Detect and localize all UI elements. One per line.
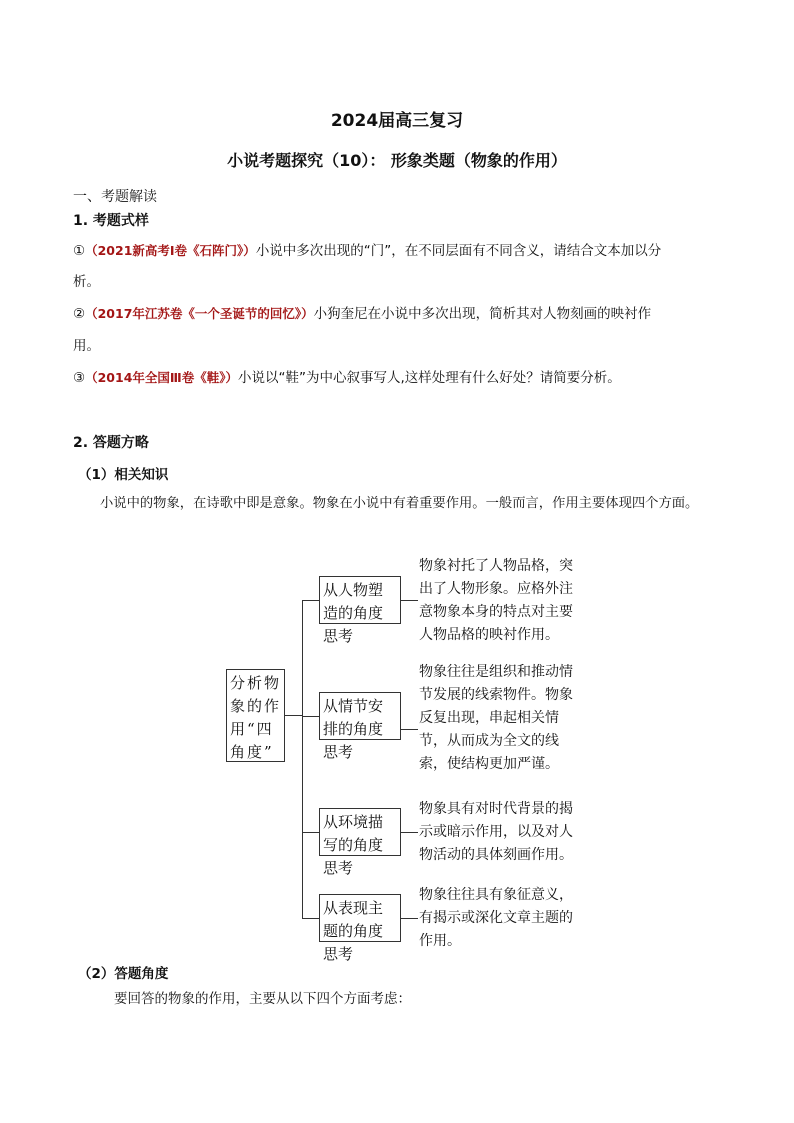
connector-line	[302, 918, 319, 919]
diagram-root-box: 分析物象的作用“四角度”	[226, 669, 285, 762]
question-1-continued: 析。	[73, 274, 100, 290]
connector-line	[401, 600, 418, 601]
diagram-desc-plot: 物象往往是组织和推动情节发展的线索物件。物象反复出现，串起相关情节，从而成为全文的线索，使结构更加严谨。	[419, 664, 573, 772]
connector-line	[401, 918, 418, 919]
doc-title: 2024届高三复习	[330, 111, 464, 131]
question-marker: ③	[73, 370, 86, 386]
question-source: （2017年江苏卷《一个圣诞节的回忆》）	[85, 306, 314, 321]
diagram-desc-setting: 物象具有对时代背景的揭示或暗示作用，以及对人物活动的具体刻画作用。	[419, 801, 573, 863]
question-text: 小狗奎尼在小说中多次出现，简析其对人物刻画的映衬作	[313, 306, 652, 322]
subheading-question-samples: 1. 考题式样	[73, 213, 149, 229]
diagram-desc-theme: 物象往往具有象征意义，有揭示或深化文章主题的作用。	[419, 887, 573, 949]
section-heading: 一、考题解读	[73, 189, 157, 205]
question-3	[73, 368, 621, 388]
diagram-branch-plot: 从情节安排的角度思考	[319, 692, 401, 740]
connector-line	[401, 832, 418, 833]
question-1	[73, 241, 661, 261]
question-marker: ①	[73, 243, 86, 259]
connector-line	[285, 715, 302, 716]
answer-intro: 要回答的物象的作用，主要从以下四个方面考虑：	[114, 991, 411, 1007]
connector-line	[401, 729, 418, 730]
question-source: （2014年全国Ⅲ卷《鞋》）	[85, 370, 238, 385]
subheading-answer-angles: （2）答题角度	[78, 966, 169, 982]
connector-line	[302, 832, 319, 833]
question-text: 小说中多次出现的“门”，在不同层面有不同含义，请结合文本加以分	[255, 243, 662, 259]
subheading-strategy: 2. 答题方略	[73, 435, 149, 451]
diagram-desc-character: 物象衬托了人物品格，突出了人物形象。应格外注意物象本身的特点对主要人物品格的映衬作用。	[419, 558, 573, 643]
diagram-branch-theme: 从表现主题的角度思考	[319, 894, 401, 942]
question-2	[73, 304, 651, 324]
diagram-branch-setting: 从环境描写的角度思考	[319, 808, 401, 856]
connector-line	[302, 600, 319, 601]
question-2-continued: 用。	[73, 338, 100, 354]
question-source: （2021新高考Ⅰ卷《石阵门》）	[85, 243, 256, 258]
diagram-branch-character: 从人物塑造的角度思考	[319, 576, 401, 624]
knowledge-paragraph: 小说中的物象，在诗歌中即是意象。物象在小说中有着重要作用。一般而言，作用主要体现四个方面。	[100, 496, 699, 511]
question-text: 小说以“鞋”为中心叙事写人,这样处理有什么好处？请简要分析。	[237, 370, 621, 386]
connector-trunk	[302, 600, 303, 918]
question-marker: ②	[73, 306, 86, 322]
subheading-knowledge: （1）相关知识	[78, 467, 169, 483]
doc-subtitle: 小说考题探究（10）： 形象类题（物象的作用）	[227, 151, 567, 170]
connector-line	[302, 716, 319, 717]
